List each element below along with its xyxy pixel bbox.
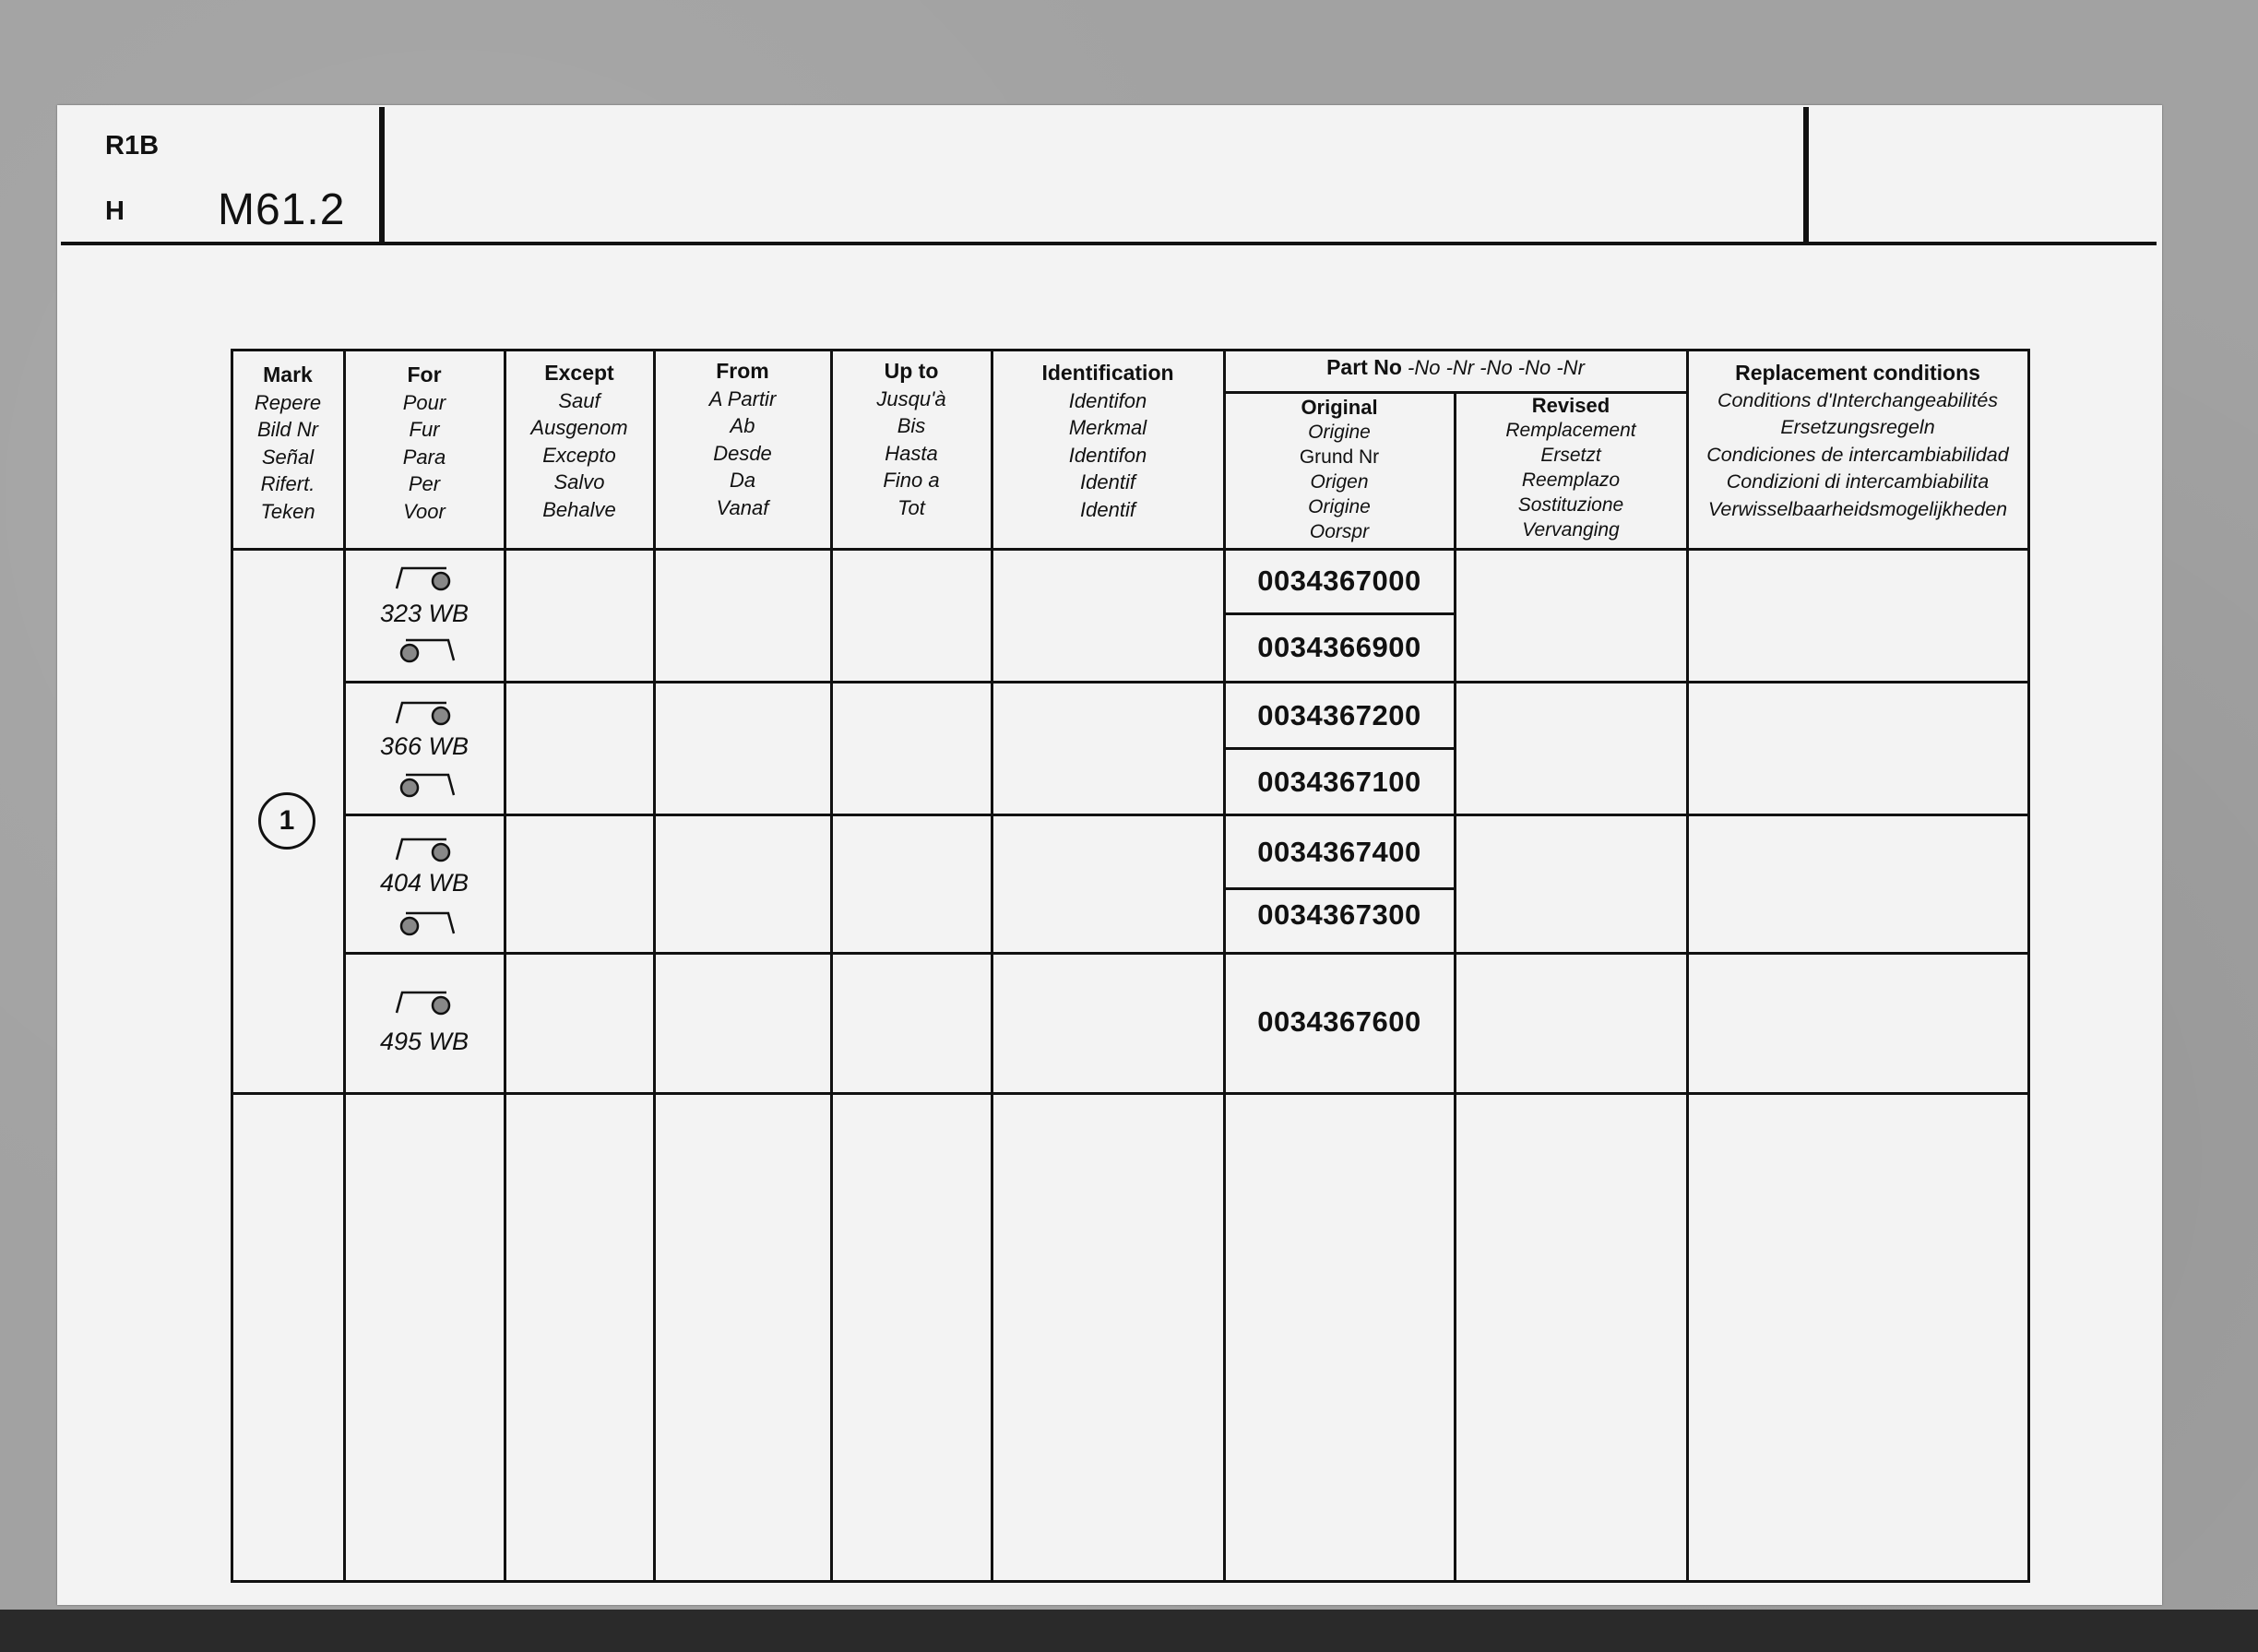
rear-wheel-position-icon [393, 836, 458, 863]
col-rule [231, 349, 233, 1583]
col-mark-label: Mark [263, 362, 313, 386]
col-replacement-tr: Conditions d'Interchangeabilités [1717, 388, 1999, 411]
col-header-for [345, 362, 504, 525]
col-upto-tr: Jusqu'à [876, 386, 946, 410]
vehicle-model-label: 495 WB [379, 1028, 469, 1055]
col-for-label: For [407, 362, 442, 386]
col-original-tr: Oorspr [1309, 521, 1370, 542]
page-reference: M61.2 [218, 185, 346, 234]
col-header-revised [1456, 393, 1686, 542]
part-number: 0034367600 [1257, 1005, 1421, 1038]
col-mark-tr: Teken [260, 499, 315, 523]
col-header-upto [832, 358, 991, 521]
col-upto-label: Up to [884, 359, 939, 383]
row-rule [1223, 887, 1454, 890]
code-bottom: H [105, 196, 125, 226]
col-except-tr: Ausgenom [530, 416, 628, 439]
row-rule [343, 952, 2030, 955]
col-mark-tr: Repere [254, 390, 322, 414]
col-rule [653, 349, 656, 1583]
col-header-mark [232, 362, 343, 525]
part-number: 0034367100 [1257, 766, 1421, 798]
part-number: 0034367000 [1257, 565, 1421, 597]
col-for-tr: Pour [402, 390, 446, 414]
row-rule [343, 814, 2030, 816]
rear-wheel-position-icon [393, 989, 458, 1016]
col-replacement-tr: Condiciones de intercambiabilidad [1706, 443, 2009, 466]
part-number: 0034366900 [1257, 631, 1421, 663]
col-upto-tr: Tot [897, 495, 925, 519]
col-replacement-tr: Condizioni di intercambiabilita [1726, 470, 1990, 493]
part-number: 0034367300 [1257, 898, 1421, 931]
col-header-partno [1225, 354, 1686, 382]
col-from-label: From [716, 359, 769, 383]
front-wheel-position-icon [393, 636, 458, 664]
col-rule [343, 349, 346, 1583]
col-from-tr: Da [729, 469, 756, 492]
col-mark-tr: Rifert. [260, 472, 315, 495]
col-from-tr: A Partir [708, 386, 777, 410]
col-rule [1686, 349, 1689, 1583]
col-ident-tr: Identif [1080, 470, 1135, 493]
col-replacement-tr: Verwisselbaarheidsmogelijkheden [1707, 497, 2008, 520]
col-for-tr: Voor [403, 499, 446, 523]
col-ident-tr: Identifon [1068, 443, 1147, 467]
front-wheel-position-icon [393, 771, 458, 799]
col-header-replacement [1688, 360, 2027, 523]
row-rule [1223, 612, 1454, 615]
row-rule [231, 1092, 2030, 1095]
col-revised-tr: Sostituzione [1517, 494, 1624, 516]
col-replacement-tr: Ersetzungsregeln [1780, 416, 1935, 438]
col-original-tr: Origine [1308, 422, 1371, 443]
col-from-tr: Vanaf [716, 495, 769, 519]
col-ident-tr: Identifon [1068, 388, 1147, 412]
vehicle-model-label: 366 WB [379, 732, 469, 760]
col-partno-label: Part No [1326, 355, 1402, 379]
rear-wheel-position-icon [393, 565, 458, 592]
row-rule [231, 548, 2030, 551]
col-upto-tr: Hasta [885, 441, 938, 465]
row-rule [343, 681, 2030, 683]
col-except-tr: Sauf [558, 388, 600, 412]
col-partno-tr: -No -Nr -No -No -Nr [1408, 356, 1585, 379]
col-revised-label: Revised [1531, 394, 1610, 417]
col-except-label: Except [544, 361, 614, 385]
title-box [382, 107, 1806, 245]
col-except-tr: Behalve [542, 497, 616, 521]
col-mark-tr: Bild Nr [256, 418, 318, 441]
col-original-tr: Grund Nr [1299, 446, 1380, 468]
row-rule [231, 349, 2030, 351]
col-revised-tr: Ersetzt [1540, 445, 1601, 466]
parts-catalogue-card [57, 105, 2162, 1605]
vehicle-model-label: 404 WB [379, 869, 469, 897]
col-original-label: Original [1301, 396, 1378, 419]
col-for-tr: Per [408, 472, 441, 495]
scan-bottom-edge [0, 1610, 2258, 1652]
item-mark-callout: 1 [258, 792, 315, 850]
col-for-tr: Fur [409, 418, 440, 441]
col-header-except [505, 360, 653, 523]
col-upto-tr: Bis [897, 414, 926, 437]
front-wheel-position-icon [393, 909, 458, 937]
col-rule [1454, 393, 1456, 1583]
col-header-original [1225, 395, 1454, 544]
col-header-from [655, 358, 830, 521]
code-top: R1B [105, 131, 160, 160]
col-from-tr: Desde [713, 441, 772, 465]
corner-box [1806, 107, 2157, 245]
row-rule [231, 1580, 2030, 1583]
col-upto-tr: Fino a [883, 469, 940, 492]
col-for-tr: Para [402, 445, 446, 469]
col-from-tr: Ab [730, 414, 755, 437]
col-header-identification [992, 360, 1223, 523]
rear-wheel-position-icon [393, 699, 458, 727]
part-number: 0034367400 [1257, 836, 1421, 868]
col-except-tr: Excepto [542, 443, 616, 467]
col-revised-tr: Remplacement [1505, 420, 1636, 441]
col-rule [504, 349, 506, 1583]
col-ident-tr: Identif [1080, 497, 1135, 521]
col-replacement-label: Replacement conditions [1735, 361, 1980, 385]
col-rule [830, 349, 833, 1583]
part-number: 0034367200 [1257, 699, 1421, 731]
col-original-tr: Origine [1308, 496, 1371, 517]
row-rule [1223, 747, 1454, 750]
col-rule [2027, 349, 2030, 1583]
col-ident-tr: Merkmal [1068, 416, 1147, 439]
parts-table [172, 245, 2031, 1583]
vehicle-model-label: 323 WB [379, 600, 469, 627]
col-revised-tr: Vervanging [1522, 519, 1620, 541]
col-ident-label: Identification [1041, 361, 1174, 385]
col-revised-tr: Reemplazo [1521, 469, 1621, 491]
col-rule [991, 349, 993, 1583]
col-mark-tr: Señal [261, 445, 315, 469]
col-original-tr: Origen [1310, 471, 1369, 493]
col-except-tr: Salvo [553, 470, 605, 493]
